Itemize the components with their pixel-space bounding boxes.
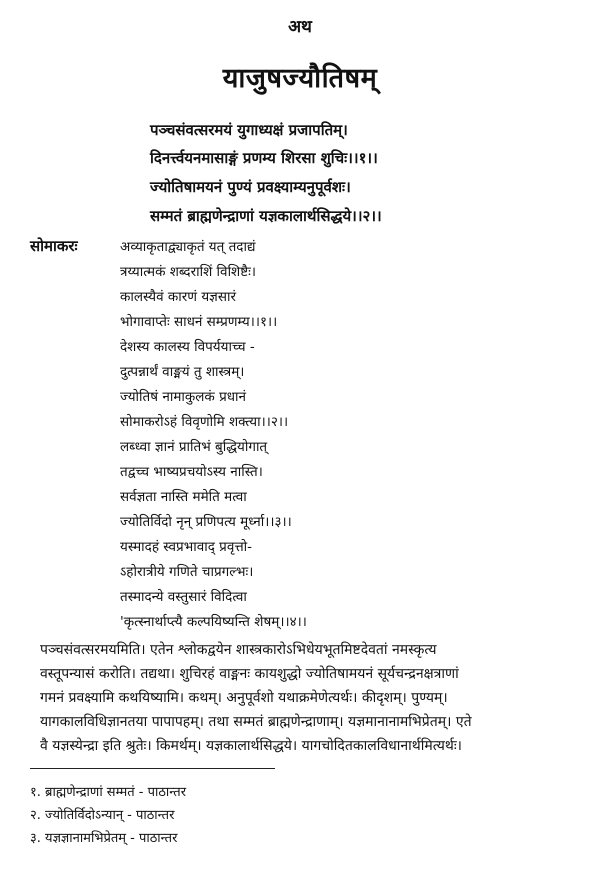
paragraph-line: वै यज्ञस्येन्द्रा इति श्रुतेः। किमर्थम्। यज्ञकालार्थसिद्धये। यागचोदितकालविधानार्थमित्यर्थः। xyxy=(40,738,462,754)
commentary-line: सर्वज्ञता नास्ति ममेति मत्वा xyxy=(120,489,247,505)
footnote-divider xyxy=(30,768,275,769)
paragraph-line: गमनं प्रवक्ष्यामि कथयिष्यामि। कथम्। अनुपूर्वशो यथाक्रमेणेत्यर्थः। कीदृशम्। पुण्यम्। xyxy=(40,690,448,706)
verse-line: ज्योतिषामयनं पुण्यं प्रवक्ष्याम्यनुपूर्वशः। xyxy=(150,178,351,196)
verse-line: पञ्चसंवत्सरमयं युगाध्यक्षं प्रजापतिम्। xyxy=(150,121,348,139)
footnote: ३. यज्ञज्ञानामभिप्रेतम् - पाठान्तर xyxy=(30,831,178,846)
commentary-line: ऽहोरात्रीये गणिते चाप्रगल्भः। xyxy=(120,564,254,580)
commentary-line: तद्वच्च भाष्यप्रचयोऽस्य नास्ति। xyxy=(120,464,263,480)
commentary-line: ज्योतिर्विदो नृन् प्रणिपत्य मूर्ध्ना।।३।। xyxy=(120,514,292,530)
commentary-line: 'कृत्स्नार्थाप्त्यै कल्पयिष्यन्ति शेषम्।।४।। xyxy=(120,614,307,630)
commentary-line: कालस्यैवं कारणं यज्ञसारं xyxy=(120,289,236,305)
verse-line: सम्मतं ब्राह्मणेन्द्राणां यज्ञकालार्थसिद्धये।।२।। xyxy=(150,207,382,225)
commentary-line: तस्मादन्ये वस्तुसारं विदित्वा xyxy=(120,589,247,605)
footnote: १. ब्राह्मणेन्द्राणां सम्मतं - पाठान्तर xyxy=(30,785,187,800)
paragraph-line: यागकालविधिज्ञानतया पापापहम्। तथा सम्मतं ब्राह्मणेन्द्राणाम्। यज्ञमानानामभिप्रेतम्। एते xyxy=(40,714,472,730)
commentator-label: सोमाकरः xyxy=(30,237,78,255)
commentary-line: लब्ध्वा ज्ञानं प्रातिभं बुद्धियोगात् xyxy=(120,439,268,455)
verse-line: दिनर्त्त्वयनमासाङ्गं प्रणम्य शिरसा शुचिः।।१।। xyxy=(150,149,378,167)
paragraph-line: वस्तूपन्यासं करोति। तद्यथा। शुचिरहं वाङ्मनः कायशुद्धो ज्योतिषामयनं सूर्यचन्द्रनक्षत्राणां xyxy=(40,666,459,682)
commentary-line: भोगावाप्तेः साधनं सम्प्रणम्य।।१।। xyxy=(120,314,278,330)
commentary-line: दुत्पन्नार्थं वाङ्मयं तु शास्त्रम्। xyxy=(120,364,245,380)
footnote: २. ज्योतिर्विदोऽन्यान् - पाठान्तर xyxy=(30,808,175,823)
page-title: याजुषज्यौतिषम् xyxy=(222,63,378,94)
commentary-line: सोमाकरोऽहं विवृणोमि शक्त्या।।२।। xyxy=(120,414,289,430)
commentary-line: ज्योतिषं नामाकुलकं प्रधानं xyxy=(120,389,247,405)
commentary-line: अव्याकृताद्व्याकृतं यत् तदाद्यं xyxy=(120,239,256,255)
atha-heading: अथ xyxy=(288,17,312,37)
commentary-line: यस्मादहं स्वप्रभावाद् प्रवृत्तो- xyxy=(120,539,253,555)
commentary-line: त्रय्यात्मकं शब्दराशिं विशिष्टैः। xyxy=(120,264,256,280)
commentary-line: देशस्य कालस्य विपर्ययाच्च - xyxy=(120,339,255,355)
paragraph-line: पञ्चसंवत्सरमयमिति। एतेन श्लोकद्वयेन शास्त्रकारोऽभिधेयभूतमिष्टदेवतां नमस्कृत्य xyxy=(40,642,437,658)
